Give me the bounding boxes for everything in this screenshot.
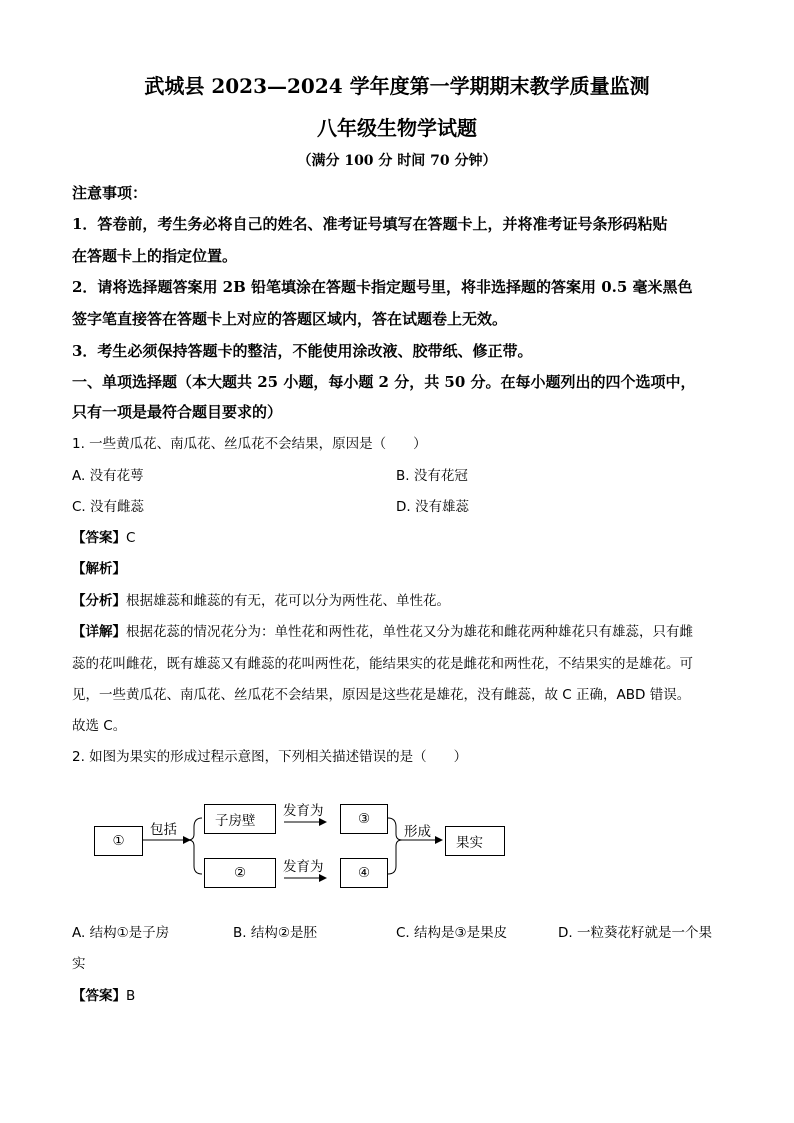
q2-option-d: D. 一粒葵花籽就是一个果 (558, 925, 712, 941)
exam-subtitle: 八年级生物学试题 (317, 116, 477, 140)
question-1-stem: 1. 一些黄瓜花、南瓜花、丝瓜花不会结果，原因是（ ） (72, 436, 427, 452)
notice-item: 3．考生必须保持答题卡的整洁，不能使用涂改液、胶带纸、修正带。 (72, 342, 533, 360)
q1-option-b: B. 没有花冠 (396, 468, 468, 484)
q1-xiangjie-line: 蕊的花叫雌花，既有雄蕊又有雌蕊的花叫两性花，能结果实的花是雌花和两性花，不结果实的是雄花。可 (72, 656, 693, 672)
answer-tag: 【答案】 (72, 530, 126, 546)
exam-meta: （满分 100 分 时间 70 分钟） (297, 153, 497, 169)
q1-option-c: C. 没有雌蕊 (72, 499, 145, 515)
xiangjie-tag: 【详解】 (72, 624, 126, 640)
q1-fenxi (72, 589, 722, 609)
section-heading-cont: 只有一项是最符合题目要求的） (72, 403, 283, 421)
q2-option-a: A. 结构①是子房 (72, 925, 170, 941)
answer-tag: 【答案】 (72, 988, 126, 1004)
diagram-box-1: ① (94, 826, 143, 856)
answer-value: C (126, 530, 136, 546)
fenxi-text: 根据雄蕊和雌蕊的有无，花可以分为两性花、单性花。 (126, 593, 450, 609)
notice-item: 2．请将选择题答案用 2B 铅笔填涂在答题卡指定题号里，将非选择题的答案用 0.5 毫米黑色 (72, 278, 693, 296)
q1-xiangjie-line: 见，一些黄瓜花、南瓜花、丝瓜花不会结果，原因是这些花是雄花，没有雌蕊，故 C 正确，ABD 错误。 (72, 687, 691, 703)
q1-answer (72, 526, 722, 546)
label-develop-bottom: 发育为 (283, 859, 324, 875)
exam-title: 武城县 2023—2024 学年度第一学期期末教学质量监测 (144, 74, 650, 98)
answer-value: B (126, 988, 136, 1004)
notice-heading: 注意事项： (72, 184, 148, 202)
fenxi-tag: 【分析】 (72, 593, 126, 609)
notice-item: 1．答卷前，考生务必将自己的姓名、准考证号填写在答题卡上，并将准考证号条形码粘贴 (72, 215, 668, 233)
xiangjie-text: 根据花蕊的情况花分为：单性花和两性花，单性花又分为雄花和雌花两种雄花只有雄蕊，只有雌 (126, 624, 693, 640)
q2-option-c: C. 结构是③是果皮 (396, 925, 508, 941)
diagram-box-2: ② (204, 858, 276, 888)
label-include: 包括 (150, 822, 177, 838)
label-develop-top: 发育为 (283, 803, 324, 819)
q2-option-d-wrap: 实 (72, 956, 86, 972)
notice-item: 签字笔直接答在答题卡上对应的答题区域内，答在试题卷上无效。 (72, 310, 508, 328)
section-heading: 一、单项选择题（本大题共 25 小题，每小题 2 分，共 50 分。在每小题列出的四个选项中， (72, 373, 696, 391)
fruit-formation-diagram (90, 794, 520, 894)
question-2-stem: 2. 如图为果实的形成过程示意图，下列相关描述错误的是（ ） (72, 749, 468, 765)
q1-xiangjie (72, 620, 722, 640)
notice-item: 在答题卡上的指定位置。 (72, 247, 238, 265)
q1-option-d: D. 没有雄蕊 (396, 499, 469, 515)
analysis-tag: 【解析】 (72, 561, 126, 577)
diagram-box-4: ④ (340, 858, 388, 888)
diagram-box-ovary-wall: 子房壁 (204, 804, 276, 834)
q2-option-b: B. 结构②是胚 (233, 925, 317, 941)
diagram-box-fruit: 果实 (445, 826, 505, 856)
q1-analysis-tag (72, 557, 722, 577)
label-form: 形成 (404, 824, 431, 840)
q1-xiangjie-line: 故选 C。 (72, 718, 127, 734)
diagram-box-3: ③ (340, 804, 388, 834)
q1-option-a: A. 没有花萼 (72, 468, 144, 484)
q2-answer (72, 984, 722, 1004)
